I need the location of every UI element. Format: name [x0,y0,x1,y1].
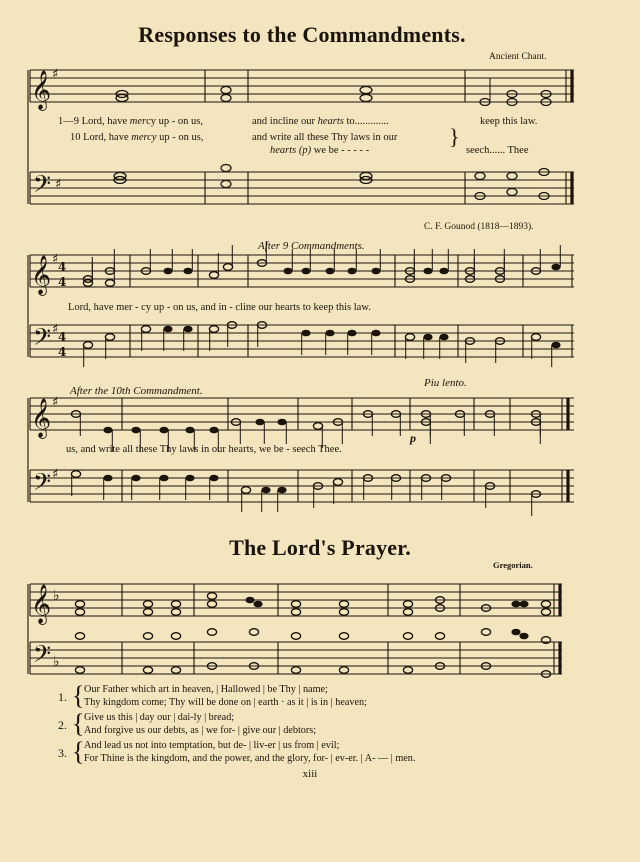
svg-text:♭: ♭ [53,654,60,670]
note-head [339,609,348,616]
lyric-s1-line1-end: keep this law. [480,116,538,127]
note-head [551,342,560,349]
note-head [245,597,254,604]
note-head [163,326,172,333]
lyric-s1-line3: hearts (p) we be - - - - - [270,145,370,156]
note-head [171,601,180,608]
credit-gounod: C. F. Gounod (1818—1893). [424,222,534,232]
credit-ancient-chant: Ancient Chant. [489,52,547,62]
note-head [141,326,150,333]
note-head [183,326,192,333]
svg-text:𝄢: 𝄢 [33,468,52,501]
note-head [131,475,140,482]
note-head [347,268,356,275]
note-head [103,427,112,434]
note-head [439,334,448,341]
note-head [541,609,550,616]
lyric-s1-line1b: and incline our hearts to............. [252,116,389,127]
note-head [339,601,348,608]
note-head [171,633,180,640]
note-head [185,427,194,434]
system-1-treble [30,67,574,111]
note-head [371,330,380,337]
note-head [403,667,412,674]
note-head [143,667,152,674]
system-3-bass [30,467,574,502]
note-head [551,264,560,271]
svg-text:𝄢: 𝄢 [33,170,52,203]
svg-text:♯: ♯ [55,177,62,192]
verse-line: For Thine is the kingdom, and the power, and the glory, for- | ev-er. | A- — | men. [84,753,416,764]
note-head [171,609,180,616]
note-head [277,419,286,426]
note-head [339,633,348,640]
brace: { [72,737,85,766]
note-head [143,633,152,640]
note-head [403,601,412,608]
note-head [83,342,92,349]
note-head [339,667,348,674]
note-head [333,479,342,486]
note-head [207,593,216,600]
note-head [171,667,180,674]
lyric-s1-line3-end: seech...... Thee [466,145,529,156]
note-head [207,601,216,608]
note-head [131,427,140,434]
lyric-s1-line1: 1—9 Lord, have mercy up - on us, [58,116,203,127]
svg-text:𝄞: 𝄞 [31,584,52,624]
note-head [253,601,262,608]
note-head [163,268,172,275]
note-head [291,633,300,640]
note-head [541,601,550,608]
note-head [223,264,232,271]
svg-text:𝄞: 𝄞 [31,70,52,110]
direction-after-9: After 9 Commandments. [258,240,365,252]
svg-text:4: 4 [58,260,67,274]
svg-text:♯: ♯ [52,252,59,267]
note-head [301,268,310,275]
page-number: xiii [302,768,318,780]
note-head [75,609,84,616]
note-head [241,487,250,494]
note-head [325,268,334,275]
note-head [209,326,218,333]
note-head [301,330,310,337]
verse-line: Give us this | day our | dai-ly | bread; [84,712,235,723]
note-head [103,475,112,482]
note-head [75,667,84,674]
svg-text:♭: ♭ [53,588,60,604]
note-head [75,601,84,608]
note-head [185,475,194,482]
note-head [347,330,356,337]
note-head [261,487,270,494]
lyric-s3: us, and write all these Thy laws in our hearts, we be - seech Thee. [66,444,342,455]
note-head [75,633,84,640]
note-head [313,423,322,430]
lyric-s1-line2b: and write all these Thy laws in our [252,132,398,143]
note-head [83,280,92,287]
tempo-piu-lento: Piu lento. [424,377,467,389]
note-head [255,419,264,426]
brace: { [72,709,85,738]
note-head [159,475,168,482]
note-head [511,601,520,608]
note-head [105,334,114,341]
note-head [209,427,218,434]
note-head [511,629,520,636]
note-head [531,334,540,341]
note-head [481,629,490,636]
note-head [283,268,292,275]
note-head [519,633,528,640]
svg-text:♯: ♯ [52,395,59,410]
credit-gregorian: Gregorian. [493,560,533,570]
note-head [519,601,528,608]
note-head [159,427,168,434]
note-head [405,334,414,341]
lyric-s1-line2: 10 Lord, have mercy up - on us, [70,132,204,143]
svg-text:𝄢: 𝄢 [33,640,52,673]
lyric-s2: Lord, have mer - cy up - on us, and in - cline our hearts to keep this law. [68,302,371,313]
svg-text:4: 4 [58,345,67,359]
svg-text:♯: ♯ [52,322,59,337]
note-head [291,601,300,608]
note-head [325,330,334,337]
svg-text:𝄞: 𝄞 [31,398,52,438]
note-head [183,268,192,275]
system-4-treble [30,584,562,625]
svg-text:𝄢: 𝄢 [33,323,52,356]
svg-text:4: 4 [58,330,67,344]
system-4-bass [30,640,562,674]
verse-number: 2. [58,718,67,732]
title-lords-prayer: The Lord's Prayer. [229,535,411,560]
note-head [435,633,444,640]
note-head [423,334,432,341]
note-head [439,268,448,275]
note-head [403,609,412,616]
note-head [105,280,114,287]
brace-s1: } [449,124,460,149]
system-1-bass [30,165,574,205]
verse-number: 1. [58,690,67,704]
note-head [207,629,216,636]
note-head [143,609,152,616]
title-responses: Responses to the Commandments. [138,22,466,47]
verse-line: Our Father which art in heaven, | Hallowed | be Thy | name; [84,684,328,695]
note-head [71,471,80,478]
brace: { [72,681,85,710]
note-head [291,667,300,674]
verse-number: 3. [58,746,67,760]
note-head [403,633,412,640]
note-head [209,475,218,482]
note-head [277,487,286,494]
direction-after-10: After the 10th Commandment. [70,385,203,397]
dynamic-p: p [410,431,416,445]
svg-text:♯: ♯ [52,467,59,482]
svg-text:♯: ♯ [52,67,59,82]
note-head [423,268,432,275]
svg-text:𝄞: 𝄞 [31,255,52,295]
verse-line: Thy kingdom come; Thy will be done on | earth · as it | is in | heaven; [84,697,367,708]
note-head [371,268,380,275]
note-head [249,629,258,636]
note-head [143,601,152,608]
note-head [209,272,218,279]
svg-text:4: 4 [58,275,67,289]
verse-line: And forgive us our debts, as | we for- | give our | debtors; [84,725,317,736]
verse-line: And lead us not into temptation, but de- | liv-er | us from | evil; [84,740,340,751]
note-head [291,609,300,616]
